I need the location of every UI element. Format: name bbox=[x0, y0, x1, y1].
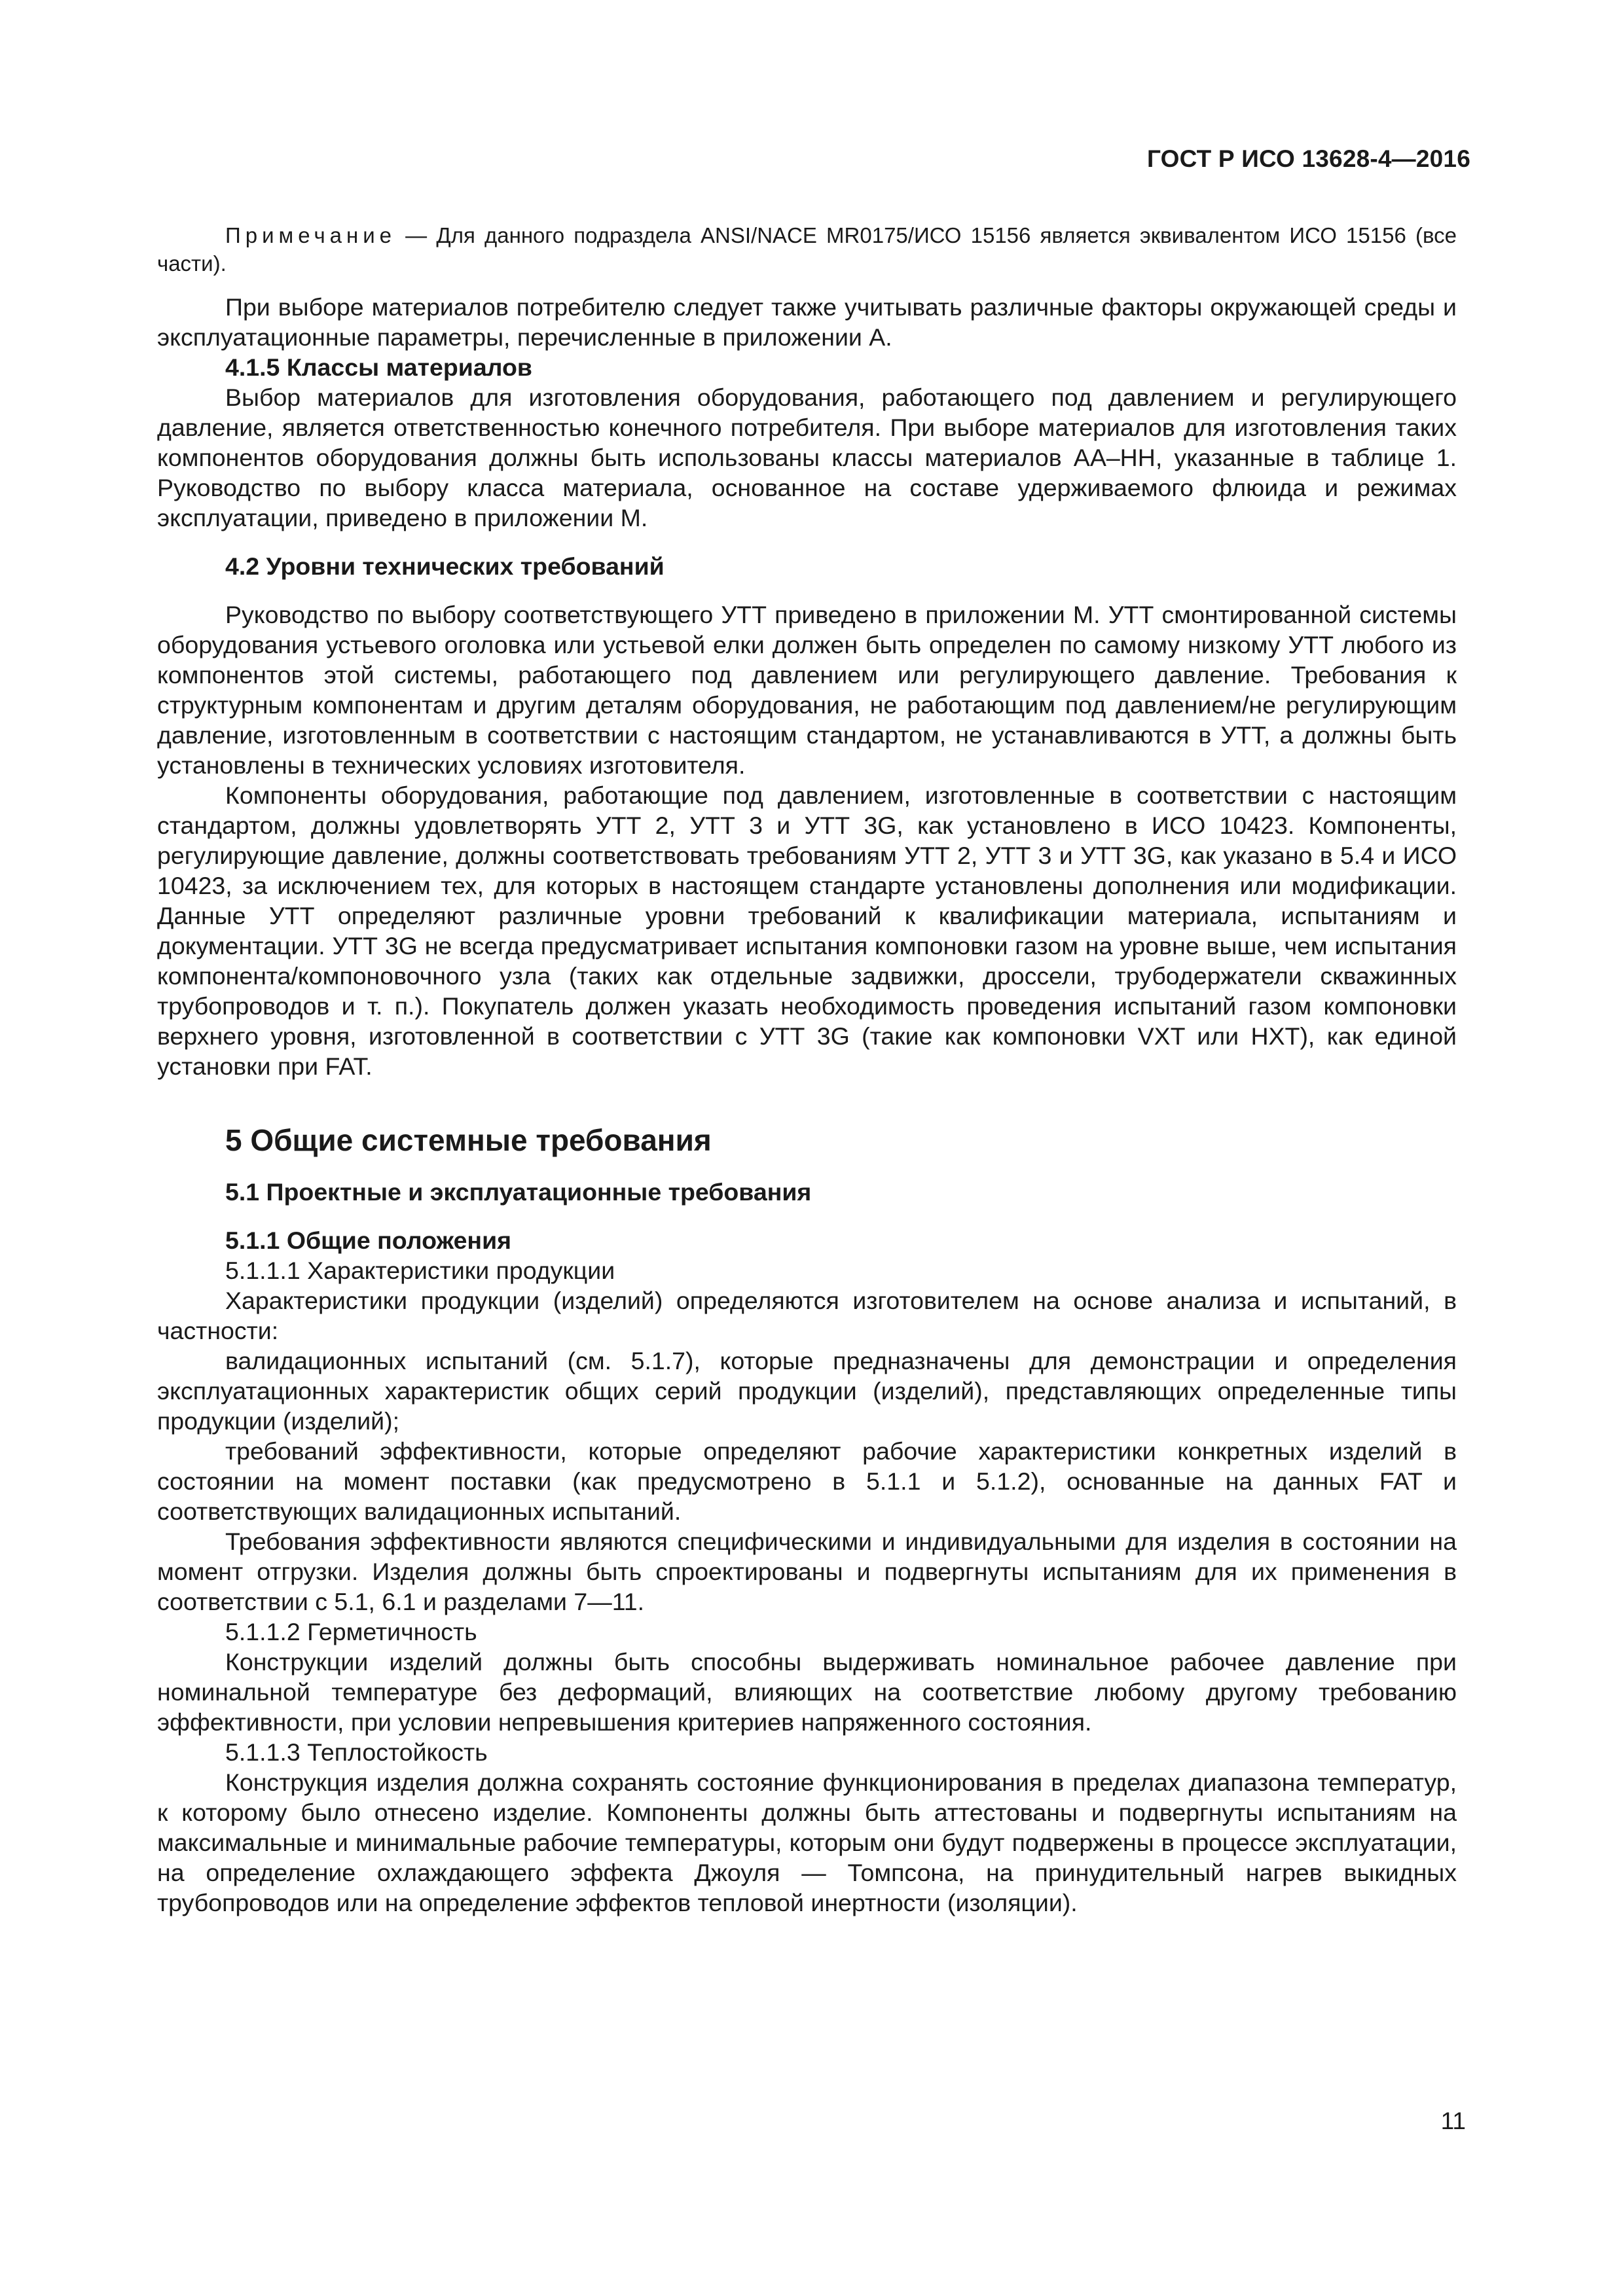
paragraph-material-classes: Выбор материалов для изготовления оборудования, работающего под давлением и регулирующего давление, является ответственностью конечного потребителя. При выборе материалов для изготовления таких компонентов оборудования должны быть использованы классы материалов АА–НН, указанные в таблице 1. Руководство по выбору класса материала, основанное на составе удерживаемого флюида и режимах эксплуатации, приведено в приложении М. bbox=[157, 384, 1457, 531]
heading-section-5: 5 Общие системные требования bbox=[225, 1123, 712, 1157]
heading-5-1-1-3: 5.1.1.3 Теплостойкость bbox=[225, 1738, 488, 1766]
heading-5-1-1: 5.1.1 Общие положения bbox=[225, 1227, 512, 1254]
paragraph-heat-resistance: Конструкция изделия должна сохранять состояние функционирования в пределах диапазона температур, к которому было отнесено изделие. Компоненты должны быть аттестованы и подвергнуты испытаниям на максимальные и минимальные рабочие температуры, которым они будут подвержены в процессе эксплуатации, на определение охлаждающего эффекта Джоуля — Томпсона, на принудительный нагрев выкидных трубопроводов или на определение эффектов тепловой инертности (изоляции). bbox=[157, 1768, 1457, 1916]
note-paragraph bbox=[157, 221, 1457, 278]
heading-5-1-1-1: 5.1.1.1 Характеристики продукции bbox=[225, 1257, 615, 1284]
page-number: 11 bbox=[1440, 2108, 1466, 2134]
heading-4-2: 4.2 Уровни технических требований bbox=[225, 552, 665, 580]
paragraph-materials-environment: При выборе материалов потребителю следует также учитывать различные факторы окружающей среды и эксплуатационные параметры, перечисленные в приложении А. bbox=[157, 293, 1457, 351]
document-body bbox=[157, 221, 1457, 1918]
paragraph-validation-tests: валидационных испытаний (см. 5.1.7), которые предназначены для демонстрации и определения эксплуатационных характеристик общих серий продукции (изделий), представляющих определенные типы продукции (изделий); bbox=[157, 1347, 1457, 1435]
document-header: ГОСТ Р ИСО 13628-4—2016 bbox=[1146, 145, 1470, 172]
note-text: — Для данного подраздела ANSI/NACE MR0175/ИСО 15156 является эквивалентом ИСО 15156 (все части). bbox=[157, 223, 1457, 276]
note-label: Примечание bbox=[225, 223, 397, 247]
paragraph-ytt-guidance: Руководство по выбору соответствующего УТТ приведено в приложении М. УТТ смонтированной системы оборудования устьевого оголовка или устьевой елки должен быть определен по самому низкому УТТ любого из компонентов этой системы, работающего под давлением или регулирующего давление. Требования к структурным компонентам и другим деталям оборудования, не работающим под давлением/не регулирующим давление, изготовленным в соответствии с настоящим стандартом, не устанавливаются в УТТ, а должны быть установлены в технических условиях изготовителя. bbox=[157, 601, 1457, 779]
paragraph-efficiency-requirements: требований эффективности, которые определяют рабочие характеристики конкретных изделий в состоянии на момент поставки (как предусмотрено в 5.1.1 и 5.1.2), основанные на данных FAT и соответствующих валидационных испытаний. bbox=[157, 1437, 1457, 1525]
paragraph-product-characteristics: Характеристики продукции (изделий) определяются изготовителем на основе анализа и испытаний, в частности: bbox=[157, 1287, 1457, 1344]
paragraph-ytt-components: Компоненты оборудования, работающие под давлением, изготовленные в соответствии с настоящим стандартом, должны удовлетворять УТТ 2, УТТ 3 и УТТ 3G, как установлено в ИСО 10423. Компоненты, регулирующие давление, должны соответствовать требованиям УТТ 2, УТТ 3 и УТТ 3G, как указано в 5.4 и ИСО 10423, за исключением тех, для которых в настоящем стандарте установлены дополнения или модификации. Данные УТТ определяют различные уровни требований к квалификации материала, испытаниям и документации. УТТ 3G не всегда предусматривает испытания компоновки газом на уровне выше, чем испытания компонента/компоновочного узла (таких как отдельные задвижки, дроссели, трубодержатели скважинных трубопроводов и т. п.). Покупатель должен указать необходимость проведения испытаний газом компоновки верхнего уровня, изготовленной в соответствии с УТТ 3G (такие как компоновки VXT или НХТ), как единой установки при FAT. bbox=[157, 781, 1457, 1080]
heading-5-1-1-2: 5.1.1.2 Герметичность bbox=[225, 1618, 477, 1645]
heading-4-1-5: 4.1.5 Классы материалов bbox=[225, 353, 532, 381]
paragraph-tightness: Конструкции изделий должны быть способны выдерживать номинальное рабочее давление при номинальной температуре без деформаций, влияющих на соответствие любому другому требованию эффективности, при условии непревышения критериев напряженного состояния. bbox=[157, 1648, 1457, 1736]
paragraph-efficiency-specific: Требования эффективности являются специфическими и индивидуальными для изделия в состоянии на момент отгрузки. Изделия должны быть спроектированы и подвергнуты испытаниям для их применения в соответствии с 5.1, 6.1 и разделами 7—11. bbox=[157, 1528, 1457, 1615]
heading-5-1: 5.1 Проектные и эксплуатационные требования bbox=[225, 1178, 812, 1206]
